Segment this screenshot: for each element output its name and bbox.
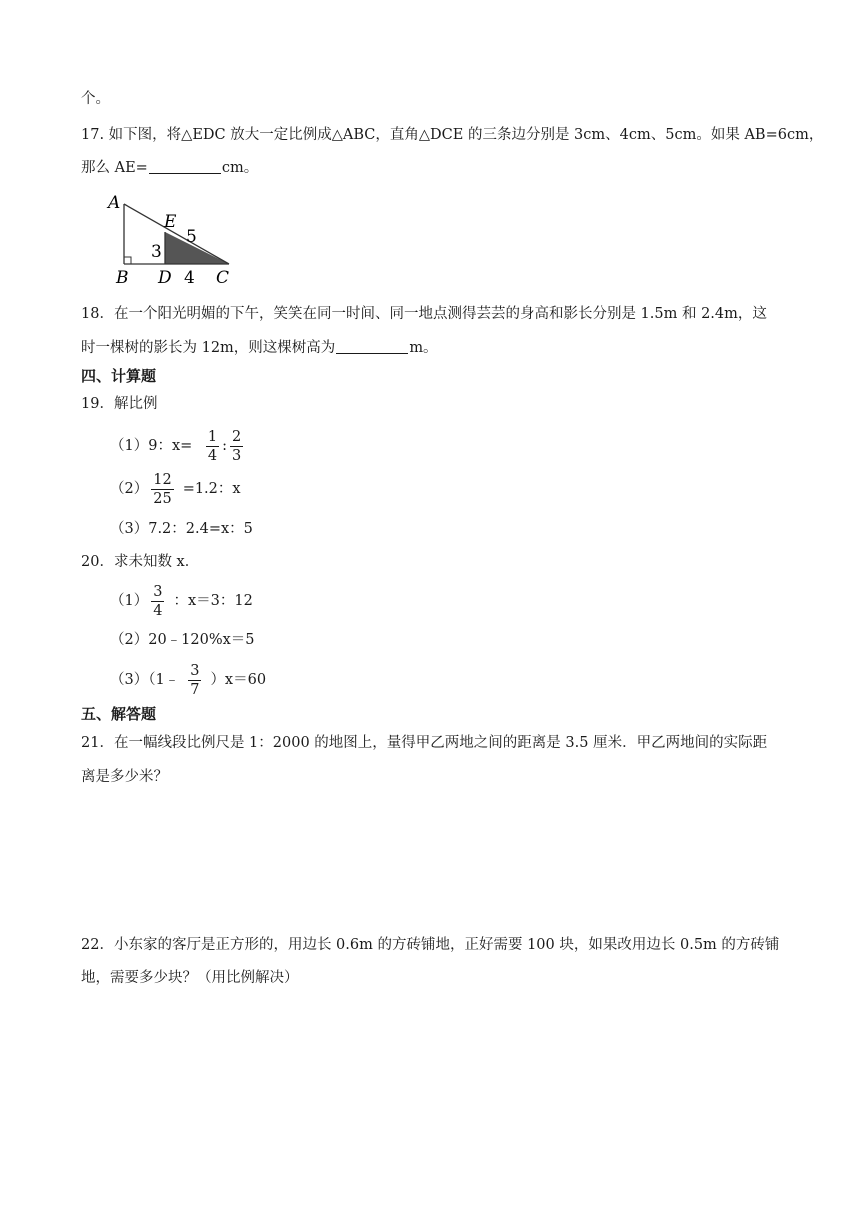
q19-p1-fraction2 xyxy=(230,428,243,465)
q19-p1-colon: : xyxy=(222,438,228,454)
q20-p3-numerator: 3 xyxy=(190,662,200,679)
q20-part1 xyxy=(110,579,253,623)
q17-triangle-figure xyxy=(98,192,238,288)
q19-p2-denominator: 25 xyxy=(153,490,172,507)
q19-p1-label: （1）9：x= xyxy=(110,438,193,454)
q20-part2: （2）20﹣120%x＝5 xyxy=(110,632,255,648)
q21-line2: 离是多少米？ xyxy=(81,769,168,785)
label-side-3: 3 xyxy=(151,242,162,262)
q20-p1-denominator: 4 xyxy=(153,602,163,619)
q17-line2 xyxy=(81,158,258,178)
q19-part3: （3）7.2：2.4=x：5 xyxy=(110,521,253,537)
q17-line2-after: cm。 xyxy=(221,160,259,176)
q19-p2-rest: =1.2：x xyxy=(182,481,241,497)
q19-p1-f2-denominator: 3 xyxy=(232,447,242,464)
q19-stem: 19．解比例 xyxy=(81,396,158,412)
q22-line1: 22．小东家的客厅是正方形的，用边长 0.6m 的方砖铺地，正好需要 100 块，如果改用边长 0.5m 的方砖铺 xyxy=(81,937,780,953)
q22-line2: 地，需要多少块？（用比例解决） xyxy=(81,970,299,986)
label-e: E xyxy=(164,212,177,232)
q20-stem: 20．求未知数 x． xyxy=(81,554,200,570)
q18-answer-blank xyxy=(336,338,408,354)
q19-p2-numerator: 12 xyxy=(153,471,172,488)
q19-part2 xyxy=(110,467,241,511)
q20-p3-fraction xyxy=(188,662,201,699)
q18-line2 xyxy=(81,338,438,358)
label-side-5: 5 xyxy=(186,227,197,247)
q19-p2-fraction xyxy=(151,471,173,508)
q17-line2-before: 那么 AE= xyxy=(81,160,148,176)
q19-p1-fraction1 xyxy=(206,428,219,465)
q20-p3-rest: ）x＝60 xyxy=(210,672,267,688)
q19-p1-f2-numerator: 2 xyxy=(232,428,242,445)
q17-answer-blank xyxy=(149,158,221,174)
q20-part3 xyxy=(110,658,266,702)
q19-part1 xyxy=(110,424,246,468)
q20-p1-numerator: 3 xyxy=(153,583,163,600)
q19-p2-label: （2） xyxy=(110,481,149,497)
q19-p1-f1-denominator: 4 xyxy=(207,447,218,464)
label-b: B xyxy=(116,268,129,288)
q20-p1-rest: ：x＝3：12 xyxy=(173,593,253,609)
q17-line1: 17. 如下图，将△EDC 放大一定比例成△ABC，直角△DCE 的三条边分别是 3cm、4cm、5cm。如果 AB=6cm， xyxy=(81,127,824,143)
q18-line2-before: 时一棵树的影长为 12m，则这棵树高为 xyxy=(81,340,336,356)
right-angle-mark xyxy=(124,257,131,264)
label-c: C xyxy=(216,268,230,288)
q20-p1-label: （1） xyxy=(110,593,149,609)
q20-p3-denominator: 7 xyxy=(190,681,200,698)
q20-p3-label: （3）（1﹣ xyxy=(110,672,180,688)
q19-p1-f1-numerator: 1 xyxy=(207,428,218,445)
section4-heading: 四、计算题 xyxy=(81,367,157,385)
top-fragment: 个。 xyxy=(81,91,110,107)
q18-line1: 18．在一个阳光明媚的下午，笑笑在同一时间、同一地点测得芸芸的身高和影长分别是 1.5m 和 2.4m，这 xyxy=(81,306,767,322)
label-d: D xyxy=(158,268,172,288)
label-a: A xyxy=(108,193,121,213)
q18-line2-after: m。 xyxy=(409,340,438,356)
q21-line1: 21．在一幅线段比例尺是 1：2000 的地图上，量得甲乙两地之间的距离是 3.5 厘米．甲乙两地间的实际距 xyxy=(81,735,768,751)
label-side-4: 4 xyxy=(184,268,195,288)
section5-heading: 五、解答题 xyxy=(81,705,157,723)
q20-p1-fraction xyxy=(151,583,164,620)
